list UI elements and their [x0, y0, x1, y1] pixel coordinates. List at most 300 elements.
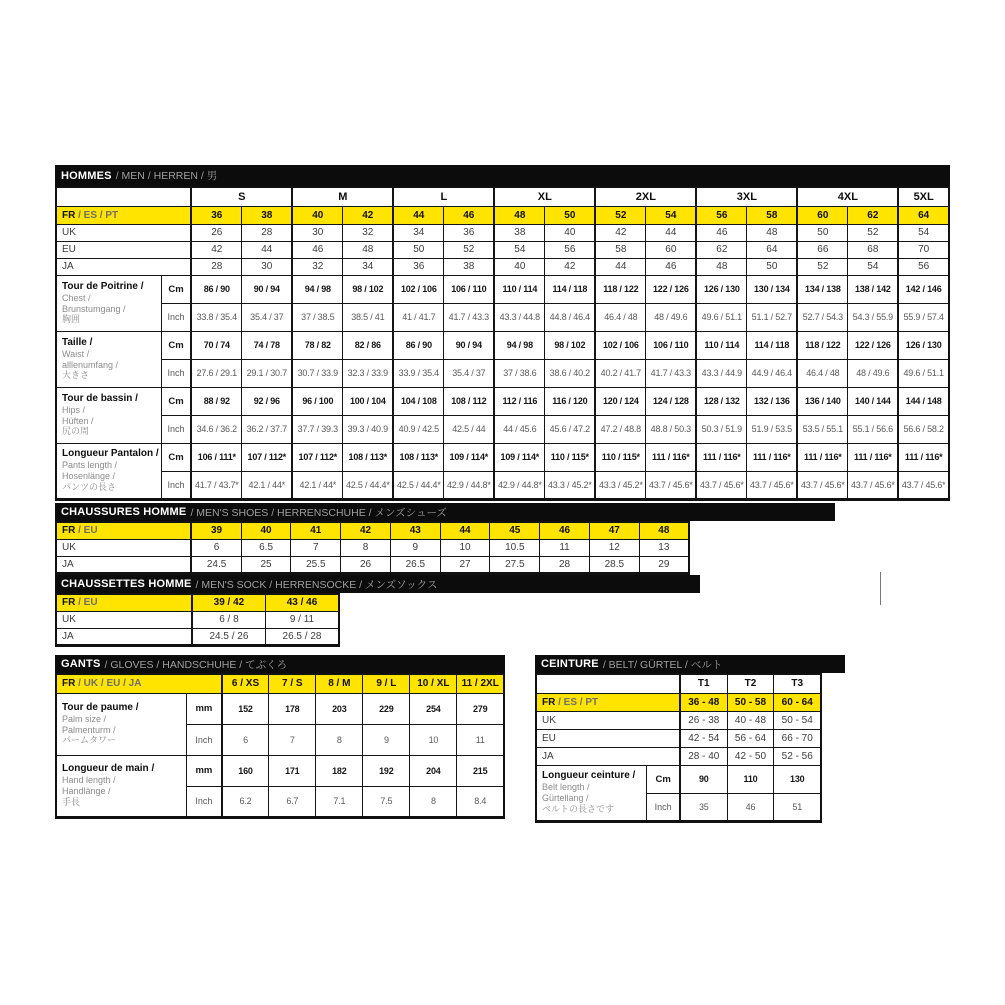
measure-label-cell: [56, 387, 161, 443]
measure-subtitle: Hosenlänge /: [62, 471, 116, 482]
measure-value-cell: 42.5 / 44.4*: [393, 471, 444, 499]
measure-value-cell: 111 / 116*: [797, 443, 848, 471]
region-size-row: [56, 674, 504, 693]
measure-row-top: [536, 765, 821, 793]
value-cell: 50 - 54: [774, 711, 821, 729]
measure-value-cell: 9: [363, 724, 410, 755]
measure-value-cell: 144 / 148: [898, 387, 949, 415]
value-cell: 12: [589, 539, 639, 556]
value-cell: 28.5: [589, 556, 639, 573]
value-cell: 9: [390, 539, 440, 556]
measure-subtitle: Hand length /: [62, 775, 116, 786]
measure-value-cell: 7.1: [316, 786, 363, 817]
size-value-cell: 45: [490, 522, 540, 539]
measure-value-cell: 107 / 112*: [292, 443, 343, 471]
size-group-label: L: [393, 187, 494, 206]
section-subtitle: / MEN'S SOCK / HERRENSOCKE / メンズソックス: [195, 578, 438, 591]
section-header-bar: [55, 503, 835, 521]
value-cell: 42: [545, 258, 596, 275]
measure-value-cell: 40.9 / 42.5: [393, 415, 444, 443]
section-subtitle: / MEN / HERREN / 男: [115, 170, 218, 182]
measure-value-cell: 44.9 / 46.4: [747, 359, 798, 387]
measure-subtitle: Brunstumgang /: [62, 303, 126, 314]
region-label-secondary: / ES / PT: [555, 696, 599, 708]
measure-value-cell: 110 / 114: [696, 331, 747, 359]
measure-value-cell: 8: [316, 724, 363, 755]
measure-row-top: [56, 693, 504, 724]
region-size-row: [56, 594, 339, 611]
value-cell: 24.5: [191, 556, 241, 573]
size-value-cell: 43: [390, 522, 440, 539]
measure-value-cell: 39.3 / 40.9: [343, 415, 394, 443]
measure-row-bottom: [56, 471, 949, 499]
measure-value-cell: 30.7 / 33.9: [292, 359, 343, 387]
value-cell: 13: [639, 539, 689, 556]
value-cell: 70: [898, 241, 949, 258]
value-cell: 27: [440, 556, 490, 573]
value-cell: 25: [241, 556, 291, 573]
value-cell: 26.5 / 28: [265, 628, 339, 645]
unit-cell: Cm: [161, 275, 191, 303]
measure-value-cell: 43.7 / 45.6*: [848, 471, 899, 499]
region-label-primary: FR: [62, 597, 76, 609]
size-value-cell: 11 / 2XL: [457, 674, 504, 693]
value-cell: 40: [545, 224, 596, 241]
region-label-cell: [536, 693, 680, 711]
measure-value-cell: 6.7: [269, 786, 316, 817]
measure-subtitle: パンツの長さ: [62, 481, 117, 492]
value-cell: 52 - 56: [774, 747, 821, 765]
measure-value-cell: 106 / 111*: [191, 443, 242, 471]
belt-section: [535, 655, 845, 823]
measure-value-cell: 34.6 / 36.2: [191, 415, 242, 443]
value-cell: 27.5: [490, 556, 540, 573]
measure-subtitle: 尻の周: [62, 426, 90, 437]
section-title: HOMMES: [61, 169, 112, 182]
value-cell: 50: [797, 224, 848, 241]
measure-value-cell: 126 / 130: [898, 331, 949, 359]
size-value-cell: 10 / XL: [410, 674, 457, 693]
measure-value-cell: 43.3 / 45.2*: [595, 471, 646, 499]
region-label-primary: FR: [542, 696, 556, 708]
value-cell: 34: [343, 258, 394, 275]
measure-value-cell: 279: [457, 693, 504, 724]
unit-cell: Inch: [161, 359, 191, 387]
measure-subtitle: Hüften /: [62, 415, 94, 426]
size-group-label: 3XL: [696, 187, 797, 206]
measure-value-cell: 120 / 124: [595, 387, 646, 415]
section-subtitle: / BELT/ GÜRTEL / ベルト: [602, 658, 723, 671]
men-table: [55, 186, 950, 501]
row-uk: [56, 224, 949, 241]
size-value-cell: 42: [341, 522, 391, 539]
value-cell: 38: [444, 258, 495, 275]
measure-value-cell: 90: [680, 765, 727, 793]
measure-value-cell: 118 / 122: [797, 331, 848, 359]
socks-table: [55, 593, 340, 647]
value-cell: 52: [848, 224, 899, 241]
size-value-cell: 41: [291, 522, 341, 539]
measure-value-cell: 41.7 / 43.3: [646, 359, 697, 387]
measure-value-cell: 111 / 116*: [646, 443, 697, 471]
size-value-cell: 40: [241, 522, 291, 539]
measure-value-cell: 204: [410, 755, 457, 786]
measure-value-cell: 37 / 38.5: [292, 303, 343, 331]
measure-value-cell: 111 / 116*: [898, 443, 949, 471]
measure-value-cell: 46.4 / 48: [595, 303, 646, 331]
measure-value-cell: 111 / 116*: [696, 443, 747, 471]
size-value-cell: 62: [848, 206, 899, 224]
measure-value-cell: 96 / 100: [292, 387, 343, 415]
measure-value-cell: 106 / 110: [444, 275, 495, 303]
measure-subtitle: Palmenturm /: [62, 724, 116, 735]
value-cell: 26.5: [390, 556, 440, 573]
measure-value-cell: 10: [410, 724, 457, 755]
measure-value-cell: 94 / 98: [292, 275, 343, 303]
measure-value-cell: 38.5 / 41: [343, 303, 394, 331]
measure-value-cell: 88 / 92: [191, 387, 242, 415]
value-cell: 28: [191, 258, 242, 275]
measure-value-cell: 102 / 106: [393, 275, 444, 303]
row-label-cell: JA: [56, 628, 192, 645]
row-ja: [56, 556, 689, 573]
measure-value-cell: 48 / 49.6: [646, 303, 697, 331]
size-value-cell: 38: [242, 206, 293, 224]
measure-value-cell: 112 / 116: [494, 387, 545, 415]
region-label-secondary: / UK / EU / JA: [75, 678, 142, 690]
size-value-cell: 50 - 58: [727, 693, 774, 711]
measure-value-cell: 142 / 146: [898, 275, 949, 303]
row-eu: [56, 241, 949, 258]
section-subtitle: / MEN'S SHOES / HERRENSCHUHE / メンズシューズ: [190, 506, 447, 519]
measure-subtitle: Chest /: [62, 292, 91, 303]
measure-value-cell: 109 / 114*: [494, 443, 545, 471]
region-label-cell: [56, 674, 222, 693]
measure-value-cell: 7.5: [363, 786, 410, 817]
measure-value-cell: 126 / 130: [696, 275, 747, 303]
measure-label-cell: [56, 275, 161, 331]
size-value-cell: 47: [589, 522, 639, 539]
value-cell: 26: [191, 224, 242, 241]
measure-value-cell: 46: [727, 793, 774, 821]
measure-subtitle: パームタワー: [62, 735, 117, 746]
measure-value-cell: 86 / 90: [191, 275, 242, 303]
value-cell: 30: [292, 224, 343, 241]
measure-value-cell: 107 / 112*: [242, 443, 293, 471]
value-cell: 42 - 54: [680, 729, 727, 747]
measure-value-cell: 29.1 / 30.7: [242, 359, 293, 387]
row-label-cell: JA: [56, 556, 191, 573]
measure-row-bottom: [56, 359, 949, 387]
measure-subtitle: Pants length /: [62, 460, 118, 471]
measure-title: Taille /: [62, 336, 93, 348]
region-label-secondary: / EU: [75, 525, 98, 537]
section-title: CHAUSSURES HOMME: [61, 506, 187, 518]
measure-title: Tour de bassin /: [62, 392, 138, 404]
measure-value-cell: 43.7 / 45.6*: [797, 471, 848, 499]
measure-value-cell: 114 / 118: [545, 275, 596, 303]
measure-row-top: [56, 275, 949, 303]
value-cell: 56: [898, 258, 949, 275]
value-cell: 46: [646, 258, 697, 275]
measure-value-cell: 116 / 120: [545, 387, 596, 415]
value-cell: 36: [393, 258, 444, 275]
measure-value-cell: 43.7 / 45.6*: [696, 471, 747, 499]
measure-subtitle: Hips /: [62, 404, 86, 415]
value-cell: 30: [242, 258, 293, 275]
size-value-cell: 60 - 64: [774, 693, 821, 711]
size-value-cell: 36: [191, 206, 242, 224]
measure-title: Longueur de main /: [62, 763, 155, 775]
size-value-cell: 44: [440, 522, 490, 539]
value-cell: 24.5 / 26: [192, 628, 266, 645]
value-cell: 38: [494, 224, 545, 241]
measure-value-cell: 78 / 82: [292, 331, 343, 359]
size-value-cell: 46: [444, 206, 495, 224]
value-cell: 44: [242, 241, 293, 258]
measure-value-cell: 40.2 / 41.7: [595, 359, 646, 387]
size-value-cell: 52: [595, 206, 646, 224]
value-cell: 42 - 50: [727, 747, 774, 765]
measure-value-cell: 35: [680, 793, 727, 821]
value-cell: 40: [494, 258, 545, 275]
value-cell: 42: [191, 241, 242, 258]
measure-value-cell: 132 / 136: [747, 387, 798, 415]
value-cell: 7: [291, 539, 341, 556]
measure-value-cell: 45.6 / 47.2: [545, 415, 596, 443]
value-cell: 6: [191, 539, 241, 556]
measure-subtitle: 手長: [62, 796, 81, 807]
men-socks-section: [55, 575, 700, 647]
measure-value-cell: 109 / 114*: [444, 443, 495, 471]
size-value-cell: 64: [898, 206, 949, 224]
measure-value-cell: 42.9 / 44.8*: [444, 471, 495, 499]
size-value-cell: 42: [343, 206, 394, 224]
measure-value-cell: 178: [269, 693, 316, 724]
value-cell: 40 - 48: [727, 711, 774, 729]
measure-title: Tour de Poitrine /: [62, 280, 144, 292]
measure-value-cell: 171: [269, 755, 316, 786]
measure-value-cell: 43.7 / 45.6*: [898, 471, 949, 499]
measure-value-cell: 108 / 113*: [393, 443, 444, 471]
measure-value-cell: 114 / 118: [747, 331, 798, 359]
value-cell: 32: [343, 224, 394, 241]
measure-subtitle: Gürtellang /: [542, 793, 589, 804]
measure-value-cell: 51.1 / 52.7: [747, 303, 798, 331]
size-value-cell: 9 / L: [363, 674, 410, 693]
measure-value-cell: 44.8 / 46.4: [545, 303, 596, 331]
measure-value-cell: 48.8 / 50.3: [646, 415, 697, 443]
column-header-cell: T3: [774, 674, 821, 693]
measure-value-cell: 136 / 140: [797, 387, 848, 415]
measure-value-cell: 56.6 / 58.2: [898, 415, 949, 443]
value-cell: 34: [393, 224, 444, 241]
measure-value-cell: 33.8 / 35.4: [191, 303, 242, 331]
measure-subtitle: Belt length /: [542, 782, 590, 793]
measure-label-cell: [536, 765, 647, 821]
unit-cell: mm: [187, 755, 222, 786]
row-label-cell: UK: [56, 224, 191, 241]
size-value-cell: 7 / S: [269, 674, 316, 693]
row-uk: [536, 711, 821, 729]
value-cell: 66 - 70: [774, 729, 821, 747]
measure-value-cell: 110 / 115*: [545, 443, 596, 471]
value-cell: 26: [341, 556, 391, 573]
measure-value-cell: 122 / 126: [646, 275, 697, 303]
measure-subtitle: alllenumfang /: [62, 359, 119, 370]
value-cell: 28 - 40: [680, 747, 727, 765]
measure-value-cell: 43.3 / 45.2*: [545, 471, 596, 499]
row-label-cell: UK: [536, 711, 680, 729]
value-cell: 11: [540, 539, 590, 556]
measure-value-cell: 134 / 138: [797, 275, 848, 303]
measure-value-cell: 124 / 128: [646, 387, 697, 415]
value-cell: 48: [747, 224, 798, 241]
region-label-primary: FR: [62, 209, 76, 221]
row-label-cell: JA: [536, 747, 680, 765]
page-edge-line: [880, 572, 881, 605]
value-cell: 48: [343, 241, 394, 258]
section-title: GANTS: [61, 658, 101, 670]
size-value-cell: 48: [494, 206, 545, 224]
measure-value-cell: 8: [410, 786, 457, 817]
measure-value-cell: 110 / 115*: [595, 443, 646, 471]
value-cell: 64: [747, 241, 798, 258]
measure-row-top: [56, 755, 504, 786]
measure-value-cell: 35.4 / 37: [444, 359, 495, 387]
measure-value-cell: 70 / 74: [191, 331, 242, 359]
measure-value-cell: 130: [774, 765, 821, 793]
value-cell: 46: [292, 241, 343, 258]
measure-value-cell: 35.4 / 37: [242, 303, 293, 331]
size-value-cell: 8 / M: [316, 674, 363, 693]
section-title: CHAUSSETTES HOMME: [61, 578, 192, 590]
value-cell: 9 / 11: [265, 611, 339, 628]
value-cell: 42: [595, 224, 646, 241]
region-size-row: [56, 206, 949, 224]
size-value-cell: 44: [393, 206, 444, 224]
measure-value-cell: 92 / 96: [242, 387, 293, 415]
measure-value-cell: 55.9 / 57.4: [898, 303, 949, 331]
measure-value-cell: 43.3 / 44.9: [696, 359, 747, 387]
value-cell: 10.5: [490, 539, 540, 556]
value-cell: 62: [696, 241, 747, 258]
measure-value-cell: 54.3 / 55.9: [848, 303, 899, 331]
measure-value-cell: 44 / 45.6: [494, 415, 545, 443]
value-cell: 60: [646, 241, 697, 258]
value-cell: 26 - 38: [680, 711, 727, 729]
size-value-cell: 48: [639, 522, 689, 539]
value-cell: 25.5: [291, 556, 341, 573]
measure-value-cell: 38.6 / 40.2: [545, 359, 596, 387]
measure-value-cell: 90 / 94: [444, 331, 495, 359]
measure-value-cell: 138 / 142: [848, 275, 899, 303]
measure-value-cell: 130 / 134: [747, 275, 798, 303]
corner-cell: [56, 187, 191, 206]
measure-value-cell: 43.3 / 44.8: [494, 303, 545, 331]
size-value-cell: 56: [696, 206, 747, 224]
measure-value-cell: 203: [316, 693, 363, 724]
measure-value-cell: 102 / 106: [595, 331, 646, 359]
size-group-label: M: [292, 187, 393, 206]
measure-value-cell: 42.1 / 44*: [292, 471, 343, 499]
size-value-cell: 40: [292, 206, 343, 224]
value-cell: 46: [696, 224, 747, 241]
value-cell: 44: [595, 258, 646, 275]
value-cell: 52: [797, 258, 848, 275]
value-cell: 10: [440, 539, 490, 556]
value-cell: 54: [848, 258, 899, 275]
row-ja: [56, 628, 339, 645]
size-value-cell: 50: [545, 206, 596, 224]
section-header-bar: [55, 165, 950, 186]
measure-value-cell: 110: [727, 765, 774, 793]
unit-cell: Cm: [161, 443, 191, 471]
row-label-cell: JA: [56, 258, 191, 275]
region-size-row: [536, 693, 821, 711]
measure-row-top: [56, 331, 949, 359]
measure-value-cell: 229: [363, 693, 410, 724]
measure-value-cell: 43.7 / 45.6*: [747, 471, 798, 499]
region-label-cell: [56, 522, 191, 539]
size-value-cell: 39: [191, 522, 241, 539]
size-value-cell: 54: [646, 206, 697, 224]
measure-value-cell: 94 / 98: [494, 331, 545, 359]
measure-value-cell: 86 / 90: [393, 331, 444, 359]
measure-value-cell: 41 / 41.7: [393, 303, 444, 331]
unit-cell: mm: [187, 693, 222, 724]
men-shoes-section: [55, 503, 835, 575]
measure-value-cell: 42.1 / 44*: [242, 471, 293, 499]
measure-row-top: [56, 443, 949, 471]
measure-row-bottom: [56, 303, 949, 331]
value-cell: 44: [646, 224, 697, 241]
measure-value-cell: 49.6 / 51.1: [696, 303, 747, 331]
size-value-cell: 6 / XS: [222, 674, 269, 693]
value-cell: 68: [848, 241, 899, 258]
measure-subtitle: 大きさ: [62, 370, 90, 381]
measure-label-cell: [56, 331, 161, 387]
unit-cell: Inch: [161, 303, 191, 331]
row-ja: [56, 258, 949, 275]
measure-value-cell: 110 / 114: [494, 275, 545, 303]
measure-row-top: [56, 387, 949, 415]
measure-value-cell: 33.9 / 35.4: [393, 359, 444, 387]
size-value-cell: 43 / 46: [265, 594, 339, 611]
measure-subtitle: ベルトの長さです: [542, 803, 615, 814]
region-label-cell: [56, 594, 192, 611]
measure-value-cell: 82 / 86: [343, 331, 394, 359]
measure-value-cell: 100 / 104: [343, 387, 394, 415]
section-header-bar: [535, 655, 845, 673]
size-group-label: 4XL: [797, 187, 898, 206]
measure-title: Longueur Pantalon /: [62, 448, 159, 460]
measure-subtitle: 胸囲: [62, 314, 81, 325]
measure-value-cell: 53.5 / 55.1: [797, 415, 848, 443]
measure-value-cell: 98 / 102: [545, 331, 596, 359]
measure-value-cell: 42.9 / 44.8*: [494, 471, 545, 499]
measure-value-cell: 51.9 / 53.5: [747, 415, 798, 443]
value-cell: 6 / 8: [192, 611, 266, 628]
value-cell: 56 - 64: [727, 729, 774, 747]
gloves-table: [55, 673, 505, 819]
row-label-cell: UK: [56, 539, 191, 556]
value-cell: 56: [545, 241, 596, 258]
measure-value-cell: 104 / 108: [393, 387, 444, 415]
size-group-label: XL: [494, 187, 595, 206]
measure-value-cell: 160: [222, 755, 269, 786]
measure-value-cell: 37 / 38.6: [494, 359, 545, 387]
